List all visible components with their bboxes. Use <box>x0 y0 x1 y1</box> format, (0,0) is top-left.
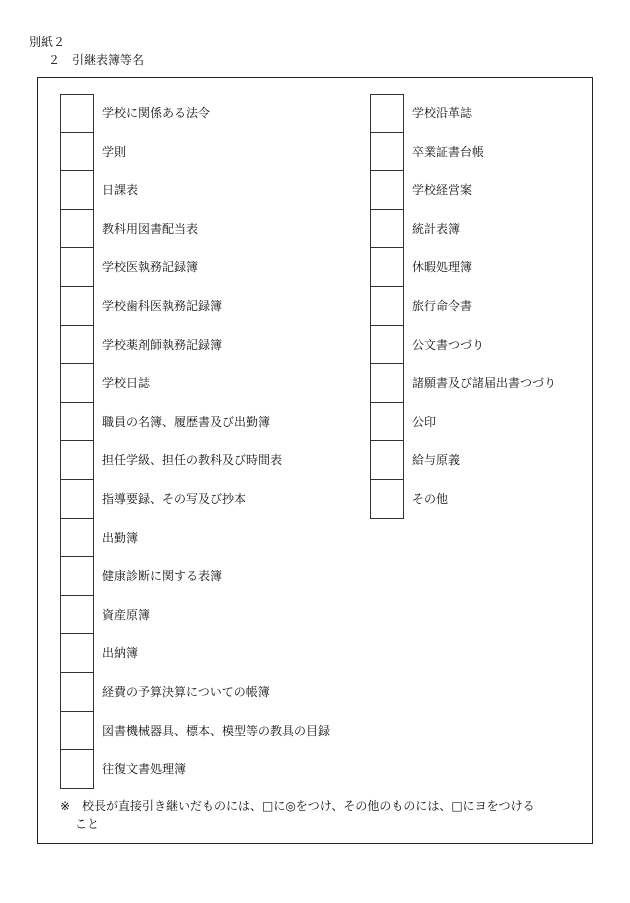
checklist-row <box>60 441 390 480</box>
checkbox[interactable] <box>370 210 404 249</box>
checkbox[interactable] <box>60 171 94 210</box>
checklist-row <box>60 750 390 789</box>
checklist-row <box>370 403 590 442</box>
checklist-row <box>60 480 390 519</box>
checkbox[interactable] <box>60 441 94 480</box>
checklist-row <box>370 364 590 403</box>
item-label: 公印 <box>412 414 437 429</box>
checklist-row <box>60 287 390 326</box>
item-label: 往復文書処理簿 <box>102 762 187 777</box>
checklist-row <box>60 248 390 287</box>
section-heading <box>48 52 144 68</box>
item-label: 日課表 <box>102 183 139 198</box>
item-label: 図書機械器具、標本、模型等の教具の目録 <box>102 723 331 738</box>
checkbox[interactable] <box>370 287 404 326</box>
checkbox[interactable] <box>60 634 94 673</box>
checklist-row <box>60 133 390 172</box>
item-label: 卒業証書台帳 <box>412 144 485 159</box>
checklist-row <box>60 557 390 596</box>
item-label: 出勤簿 <box>102 530 139 545</box>
item-label: その他 <box>412 491 449 506</box>
item-label: 資産原簿 <box>102 607 151 622</box>
checklist-row <box>370 248 590 287</box>
checkbox[interactable] <box>60 673 94 712</box>
checkbox[interactable] <box>60 519 94 558</box>
checklist-row <box>370 133 590 172</box>
item-label: 学校日誌 <box>102 376 151 391</box>
item-label: 担任学級、担任の教科及び時間表 <box>102 453 283 468</box>
item-label: 経費の予算決算についての帳簿 <box>102 684 270 699</box>
item-label: 学校沿革誌 <box>412 106 473 120</box>
item-label: 休暇処理簿 <box>412 260 473 275</box>
checkbox[interactable] <box>60 326 94 365</box>
checkbox[interactable] <box>60 480 94 519</box>
checklist-row <box>370 441 590 480</box>
checklist-row <box>370 287 590 326</box>
checkbox[interactable] <box>60 403 94 442</box>
checkbox[interactable] <box>60 287 94 326</box>
checklist-row <box>60 596 390 635</box>
checklist-row <box>370 480 590 519</box>
note-line-1: 校長が直接引き継いだものには、□に◎をつけ、その他のものには、□にヨをつける <box>82 799 535 813</box>
checklist-row <box>60 634 390 673</box>
checkbox[interactable] <box>370 326 404 365</box>
item-label: 給与原義 <box>412 453 461 468</box>
checkbox[interactable] <box>370 94 404 133</box>
checkbox[interactable] <box>370 248 404 287</box>
section-title: 引継表簿等名 <box>72 53 145 67</box>
checkbox[interactable] <box>60 712 94 751</box>
item-label: 教科用図書配当表 <box>102 221 199 236</box>
checkbox[interactable] <box>370 133 404 172</box>
checkbox[interactable] <box>370 403 404 442</box>
checkbox[interactable] <box>60 94 94 133</box>
item-label: 諸願書及び諸届出書つづり <box>412 376 557 391</box>
checkbox[interactable] <box>370 441 404 480</box>
item-label: 出納簿 <box>102 646 139 661</box>
checklist-row <box>370 326 590 365</box>
checkbox[interactable] <box>60 596 94 635</box>
checklist-row <box>60 403 390 442</box>
checkbox[interactable] <box>60 133 94 172</box>
checkbox[interactable] <box>60 364 94 403</box>
checklist-row <box>370 171 590 210</box>
item-label: 統計表簿 <box>412 221 461 236</box>
checklist-row <box>60 364 390 403</box>
item-label: 職員の名簿、履歴書及び出勤簿 <box>102 414 271 429</box>
checkbox[interactable] <box>60 557 94 596</box>
checklist-row <box>60 519 390 558</box>
checklist-row <box>60 94 390 133</box>
checklist-row <box>370 94 590 133</box>
item-label: 公文書つづり <box>412 337 485 352</box>
checkbox[interactable] <box>60 750 94 789</box>
item-label: 学校医執務記録簿 <box>102 260 199 275</box>
item-label: 学則 <box>102 144 127 159</box>
checklist-row <box>370 210 590 249</box>
checkbox[interactable] <box>370 480 404 519</box>
note-line-2: こと <box>75 817 100 831</box>
item-label: 学校経営案 <box>412 183 473 198</box>
item-label: 健康診断に関する表簿 <box>102 569 223 584</box>
checklist-row <box>60 171 390 210</box>
checkbox[interactable] <box>60 248 94 287</box>
left-checklist <box>60 94 390 789</box>
checklist-row <box>60 326 390 365</box>
item-label: 学校歯科医執務記録簿 <box>102 298 223 313</box>
item-label: 旅行命令書 <box>412 298 473 313</box>
item-label: 指導要録、その写及び抄本 <box>102 491 247 506</box>
checkbox[interactable] <box>60 210 94 249</box>
attachment-label: 別紙２ <box>29 35 66 49</box>
checkbox[interactable] <box>370 171 404 210</box>
section-number: ２ <box>48 53 61 67</box>
item-label: 学校薬剤師執務記録簿 <box>102 337 223 352</box>
checklist-row <box>60 712 390 751</box>
right-checklist <box>370 94 590 519</box>
item-label: 学校に関係ある法令 <box>102 106 211 120</box>
note-mark: ※ <box>60 799 71 813</box>
checkbox[interactable] <box>370 364 404 403</box>
checklist-row <box>60 210 390 249</box>
checklist-row <box>60 673 390 712</box>
